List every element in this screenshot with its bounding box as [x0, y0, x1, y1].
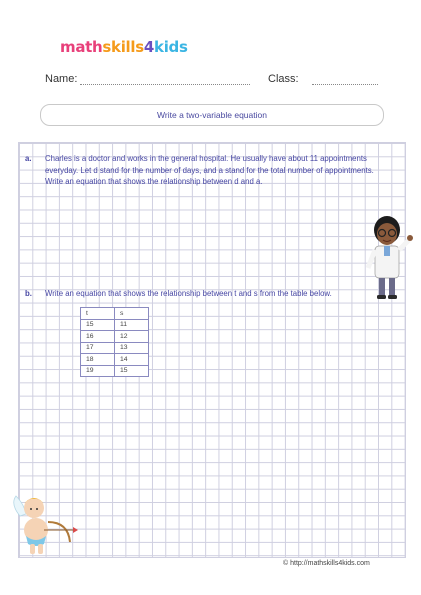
table-row: [81, 319, 149, 331]
table-cell: 12: [115, 331, 149, 343]
name-label: Name:: [45, 73, 78, 85]
table-cell: 19: [81, 365, 115, 377]
table-cell: 14: [115, 354, 149, 366]
question-a-line-1: Charles is a doctor and works in the general hospital. He usually have about 11 appointments: [45, 154, 367, 163]
table-cell: 15: [81, 319, 115, 331]
question-a-label: a.: [25, 154, 32, 163]
table-cell: 15: [115, 365, 149, 377]
worksheet-title: Write a two-variable equation: [40, 104, 384, 126]
class-field[interactable]: [312, 74, 378, 85]
logo-kids: kids: [154, 38, 188, 56]
table-row: [81, 342, 149, 354]
logo-math: math: [60, 38, 103, 56]
class-field-row: [268, 73, 378, 85]
class-label: Class:: [268, 73, 299, 85]
table-header-s: s: [115, 308, 149, 320]
table-cell: 11: [115, 319, 149, 331]
t-s-table: [80, 307, 149, 377]
name-field[interactable]: [80, 74, 250, 85]
table-cell: 16: [81, 331, 115, 343]
logo-skills: skills: [102, 38, 144, 56]
cupid-illustration-icon: [10, 492, 80, 562]
table-row: [81, 365, 149, 377]
table-row: [81, 331, 149, 343]
table-cell: 18: [81, 354, 115, 366]
question-a-text: [45, 153, 374, 188]
logo-four: 4: [143, 38, 155, 56]
name-field-row: [45, 73, 250, 85]
question-b-text: Write an equation that shows the relationship between t and s from the table below.: [45, 289, 332, 298]
question-b-label: b.: [25, 289, 32, 298]
footer-copyright: © http://mathskills4kids.com: [283, 560, 370, 567]
table-header-t: t: [81, 308, 115, 320]
site-logo: [60, 38, 188, 56]
table-cell: 13: [115, 342, 149, 354]
question-a-line-3: Write an equation that shows the relationship between d and a.: [45, 177, 263, 186]
table-header-row: [81, 308, 149, 320]
table-row: [81, 354, 149, 366]
doctor-illustration-icon: [365, 210, 415, 302]
table-cell: 17: [81, 342, 115, 354]
question-a-line-2: everyday. Let d stand for the number of days, and a stand for the total number of appointments.: [45, 165, 374, 175]
